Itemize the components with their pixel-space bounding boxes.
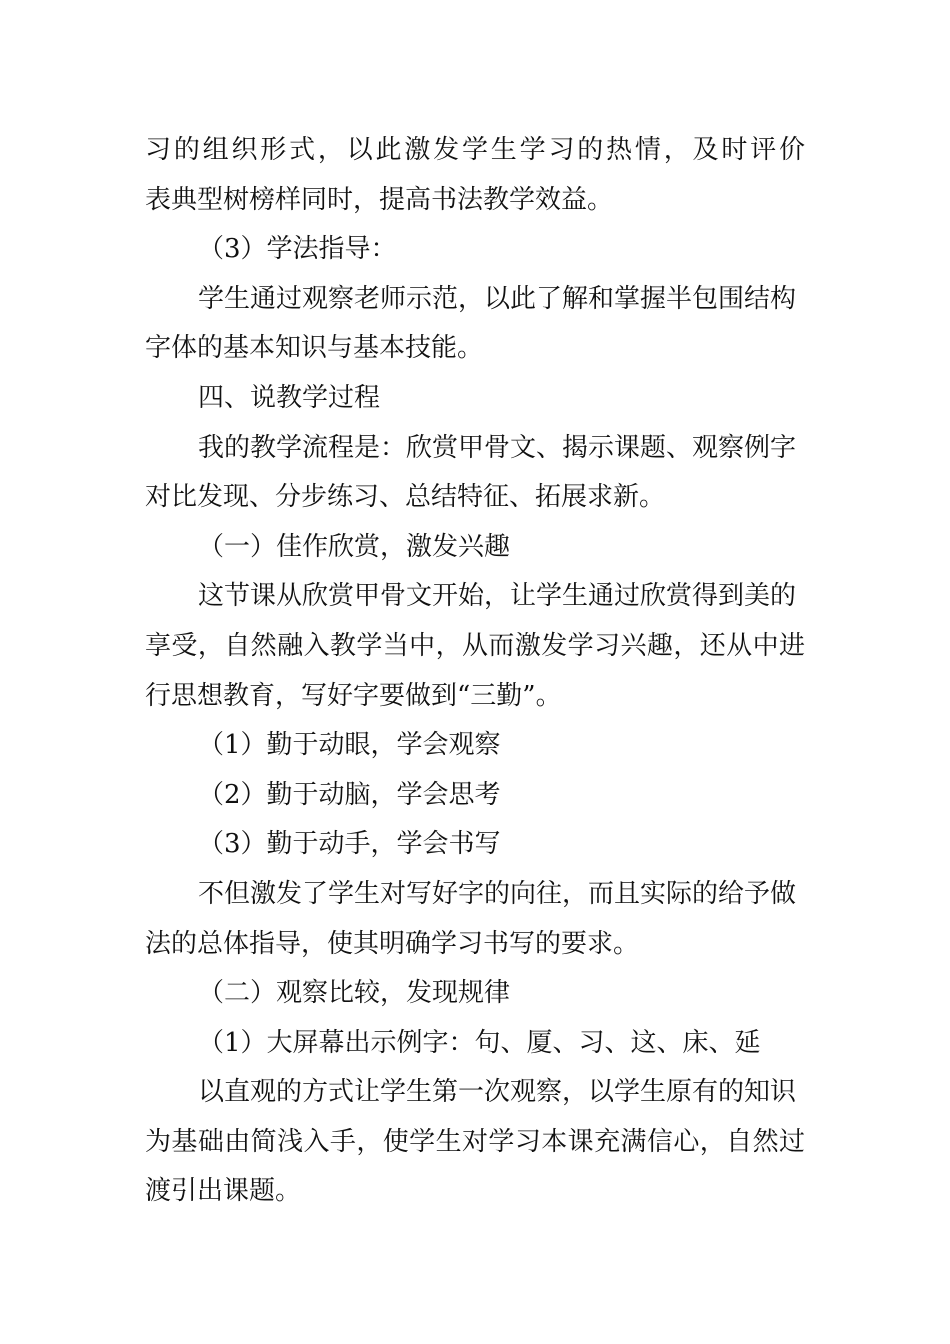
list-item: （1）大屏幕出示例字：句、厦、习、这、床、延 xyxy=(198,1027,761,1058)
section-subheading: （3）学法指导： xyxy=(198,234,397,265)
text-line: 不但激发了学生对写好字的向往，而且实际的给予做 xyxy=(198,878,797,909)
text-line: 字体的基本知识与基本技能。 xyxy=(145,333,484,364)
section-heading: 四、说教学过程 xyxy=(198,382,381,413)
text-line: 学生通过观察老师示范，以此了解和掌握半包围结构 xyxy=(198,283,797,314)
text-line: 我的教学流程是：欣赏甲骨文、揭示课题、观察例字 xyxy=(198,432,797,463)
section-subheading: （二）观察比较，发现规律 xyxy=(198,978,511,1009)
document-body xyxy=(145,126,805,1217)
list-item: （1）勤于动眼，学会观察 xyxy=(198,730,501,761)
text-line: 表典型树榜样同时，提高书法教学效益。 xyxy=(145,184,614,215)
text-line: 为基础由简浅入手，使学生对学习本课充满信心，自然过 xyxy=(145,1126,805,1157)
text-line: 习的组织形式，以此激发学生学习的热情，及时评价 xyxy=(145,135,805,165)
text-line: 这节课从欣赏甲骨文开始，让学生通过欣赏得到美的 xyxy=(198,581,797,612)
text-line: 以直观的方式让学生第一次观察，以学生原有的知识 xyxy=(198,1077,797,1108)
list-item: （2）勤于动脑，学会思考 xyxy=(198,779,501,810)
text-line: 行思想教育，写好字要做到“三勤”。 xyxy=(145,680,562,711)
text-line: 法的总体指导，使其明确学习书写的要求。 xyxy=(145,928,640,959)
text-line: 渡引出课题。 xyxy=(145,1176,302,1207)
text-line: 对比发现、分步练习、总结特征、拓展求新。 xyxy=(145,482,666,513)
text-line: 享受，自然融入教学当中，从而激发学习兴趣，还从中进 xyxy=(145,630,805,661)
list-item: （3）勤于动手，学会书写 xyxy=(198,829,501,860)
section-subheading: （一）佳作欣赏，激发兴趣 xyxy=(198,531,511,562)
